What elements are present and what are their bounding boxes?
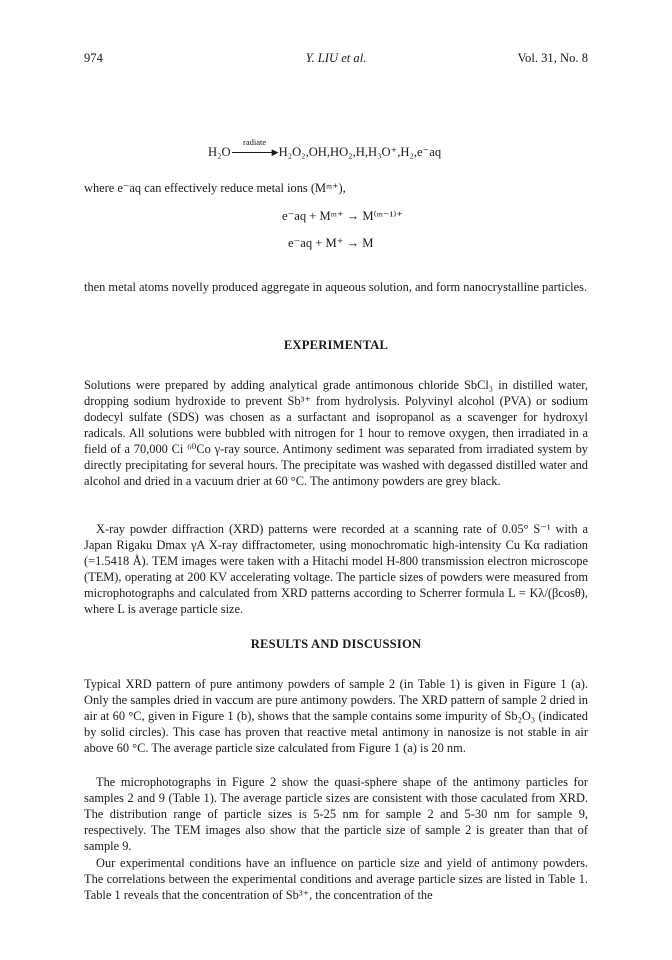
paragraph-results-2 bbox=[84, 774, 588, 854]
arrow-label: radiate bbox=[243, 137, 267, 148]
equation-lhs: H₂O bbox=[208, 145, 231, 159]
paragraph-results-3 bbox=[84, 855, 588, 903]
paragraph-results-1: Typical XRD pattern of pure antimony powders of sample 2 (in Table 1) is given in Figure 1 (a). Only the samples dried in vaccum are pure antimony powders. The XRD pattern of sample 2 dried in air at 60 °C, given in Figure 1 (b), shows that the sample contains some impurity of Sb₂O₃ (indicated by solid circles). This case has proven that reactive metal antimony in nanosize is not stable in air above 60 °C. The average particle size calculated from Figure 1 (a) is 20 nm. bbox=[84, 677, 588, 755]
journal-page bbox=[84, 0, 588, 960]
section-heading-experimental: EXPERIMENTAL bbox=[283, 338, 389, 352]
equation-rhs: H₂O₂,OH,HO₂,H,H₃O⁺,H₂,e⁻aq bbox=[278, 145, 442, 159]
section-heading-results: RESULTS AND DISCUSSION bbox=[250, 637, 422, 651]
reduction-equation-2: e⁻aq + M⁺ → M bbox=[288, 236, 374, 250]
paragraph-results-3-text: Our experimental conditions have an influence on particle size and yield of antimony powders. The correlations between the experimental conditions and average particle sizes are listed in Table 1. Table 1 reveals that the concentration of Sb³⁺, the concentration of the bbox=[84, 856, 588, 902]
radiolysis-equation bbox=[208, 137, 442, 160]
running-header bbox=[84, 50, 588, 68]
reduction-equation-1: e⁻aq + Mᵐ⁺ → M⁽ᵐ⁻¹⁾⁺ bbox=[282, 209, 404, 223]
paragraph-experimental-1: Solutions were prepared by adding analytical grade antimonous chloride SbCl₃ in distilled water, dropping sodium hydroxide to prevent Sb³⁺ from hydrolysis. Polyvinyl alcohol (PVA) or sodium dodecyl sulfate (SDS) was chosen as a surfactant and isopropanol as a scavenger for hydroxyl radicals. All solutions were bubbled with nitrogen for 1 hour to remove oxygen, then irradiated in a field of a 70,000 Ci ⁶⁰Co γ-ray source. Antimony sediment was separated from irradiated system by directly precipitating for several hours. The precipitate was washed with degassed distilled water and alcohol and dried in a vacuum drier at 60 °C. The antimony powders are grey black. bbox=[84, 378, 588, 488]
reaction-arrow: radiate ▶ bbox=[231, 146, 279, 160]
volume-issue: Vol. 31, No. 8 bbox=[517, 51, 588, 65]
running-authors: Y. LIU et al. bbox=[305, 51, 367, 65]
paragraph-experimental-2-text: X-ray powder diffraction (XRD) patterns were recorded at a scanning rate of 0.05° S⁻¹ with a Japan Rigaku Dmax γA X-ray diffractometer, using monochromatic high-intensity Cu Kα radiation (=1.5418 Å). TEM images were taken with a Hitachi model H-800 transmission electron microscope (TEM), operating at 200 KV accelerating voltage. The particle sizes of powders were measured from microphotographs and calculated from XRD patterns according to Scherrer formula L = Kλ/(βcosθ), where L is average particle size. bbox=[84, 522, 588, 616]
page-number: 974 bbox=[84, 51, 103, 65]
where-line: where e⁻aq can effectively reduce metal ions (Mᵐ⁺), bbox=[84, 181, 346, 195]
paragraph-experimental-2 bbox=[84, 521, 588, 617]
paragraph-aggregation: then metal atoms novelly produced aggregate in aqueous solution, and form nanocrystalline particles. bbox=[84, 280, 588, 294]
paragraph-results-2-text: The microphotographs in Figure 2 show the quasi-sphere shape of the antimony particles for samples 2 and 9 (Table 1). The average particle sizes are consistent with those caculated from XRD. The distribution range of particle sizes is 5-25 nm for sample 2 and 5-30 nm for sample 9, respectively. The TEM images also show that the particle size of sample 2 is greater than that of sample 9. bbox=[84, 775, 588, 853]
